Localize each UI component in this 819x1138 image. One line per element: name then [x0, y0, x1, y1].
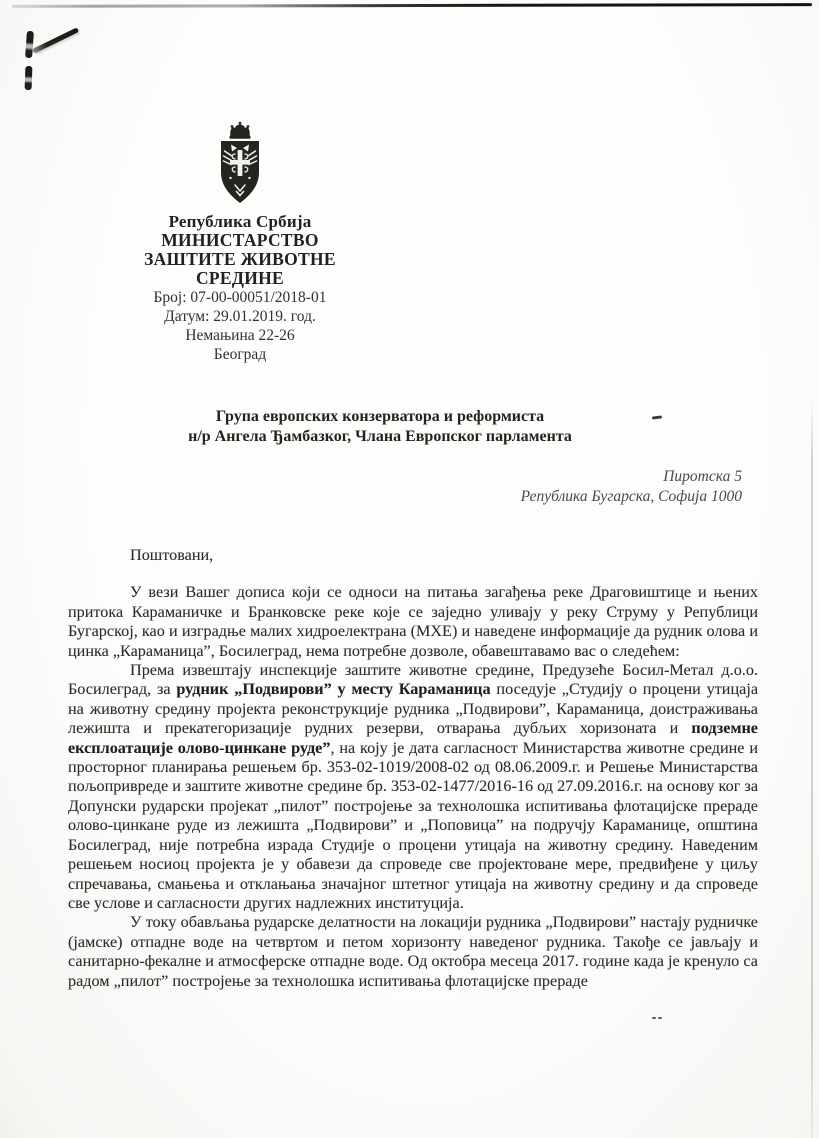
letterhead [106, 121, 374, 364]
letterhead-city: Београд [213, 346, 267, 363]
recipient-address-block [400, 467, 742, 506]
serbia-coat-of-arms-icon [217, 121, 263, 205]
paragraph-3: У току обављања рударске делатности на локацији рудника „Подвирови” настају рудничке (јамске) отпадне воде на четвртом и петом хоризонту наведеног рудника. Такође се јављају и санитарно-фекалне и атмосферске отпадне воде. Од октобра месеца 2017. године када је кренуло са радом „пилот” постројење за технолошка испитивања флотацијске прераде [68, 913, 758, 990]
paragraph-1: У вези Вашег дописа који се односи на питања загађења реке Драговиштице и њених притока Караманичке и Бранковске реке које се заједно уливају у реку Струму у Републици Бугарској, као и изградње малих хидроелектрана (МХЕ) и наведене информације да рудник олова и цинка „Караманица”, Босилеград, нема потребне дозволе, обавештавамо вас о следећем: [68, 583, 758, 660]
letterhead-street: Немањина 22-26 [185, 327, 295, 344]
paragraph-2: Према извештају инспекције заштите животне средине, Предузеће Босил-Метал д.о.о. Босилеград, за рудник „Подвирови” у месту Караманица поседује „Студију о процени утицаја на животну средину пројекта реконструкције рудника „Подвирови”, Караманица, доистраживања лежишта и прекатегоризације рудних резерви, отварања дубљих хоризоната и подземне експлоатације олово-цинкане руде”, на коју је дата сагласност Министарства животне средине и просторног планирања решењем бр. 353-02-1019/2008-02 од 08.06.2009.г. и Решење Министарства пољопривреде и заштите животне средине бр. 353-02-1477/2016-16 од 27.09.2016.г. на основу ког за Допунски рударски пројекат „пилот” постројење за технолошка испитивања флотацијске прераде олово-цинкане руде из лежишта „Подвирови” и „Поповица” на подручју Караманице, општина Босилеград, није потребна израда Студије о процени утицаја на животну средину. Наведеним решењем носиоц пројекта је у обавези да спроведе све пројектоване мере, предвиђене у циљу спречавања, смањења и отклањања значајног штетног утицаја на животну средину и да спроведе све услове и сагласности других надлежних институција. [68, 661, 759, 912]
recipient-attention: н/р Ангела Ђамбазког, Члана Европског парламента [188, 428, 572, 445]
scan-edge-artifact-top [12, 3, 812, 8]
letter-body [68, 546, 758, 991]
recipient-street: Пиротска 5 [663, 468, 742, 485]
staple-mark [25, 66, 33, 90]
scan-edge-artifact-right [811, 398, 813, 1138]
staple-mark [25, 31, 34, 58]
staple-mark-diagonal [32, 27, 79, 53]
letterhead-number: Број: 07-00-00051/2018-01 [153, 289, 327, 306]
recipient-country-city: Република Бугарска, Софија 1000 [520, 487, 742, 505]
letterhead-ministry-line1: МИНИСТАРСТВО [161, 230, 319, 250]
recipient-block [148, 407, 612, 447]
letterhead-date: Датум: 29.01.2019. год. [164, 308, 316, 325]
stray-pen-mark [652, 415, 662, 419]
letterhead-country: Република Србија [168, 212, 312, 231]
stray-dots-mark [652, 1006, 664, 1024]
salutation: Поштовани, [130, 546, 214, 564]
recipient-organization: Група европских конзерватора и реформиста [215, 408, 545, 425]
letterhead-ministry-line2: ЗАШТИТЕ ЖИВОТНЕ СРЕДИНЕ [144, 249, 336, 288]
